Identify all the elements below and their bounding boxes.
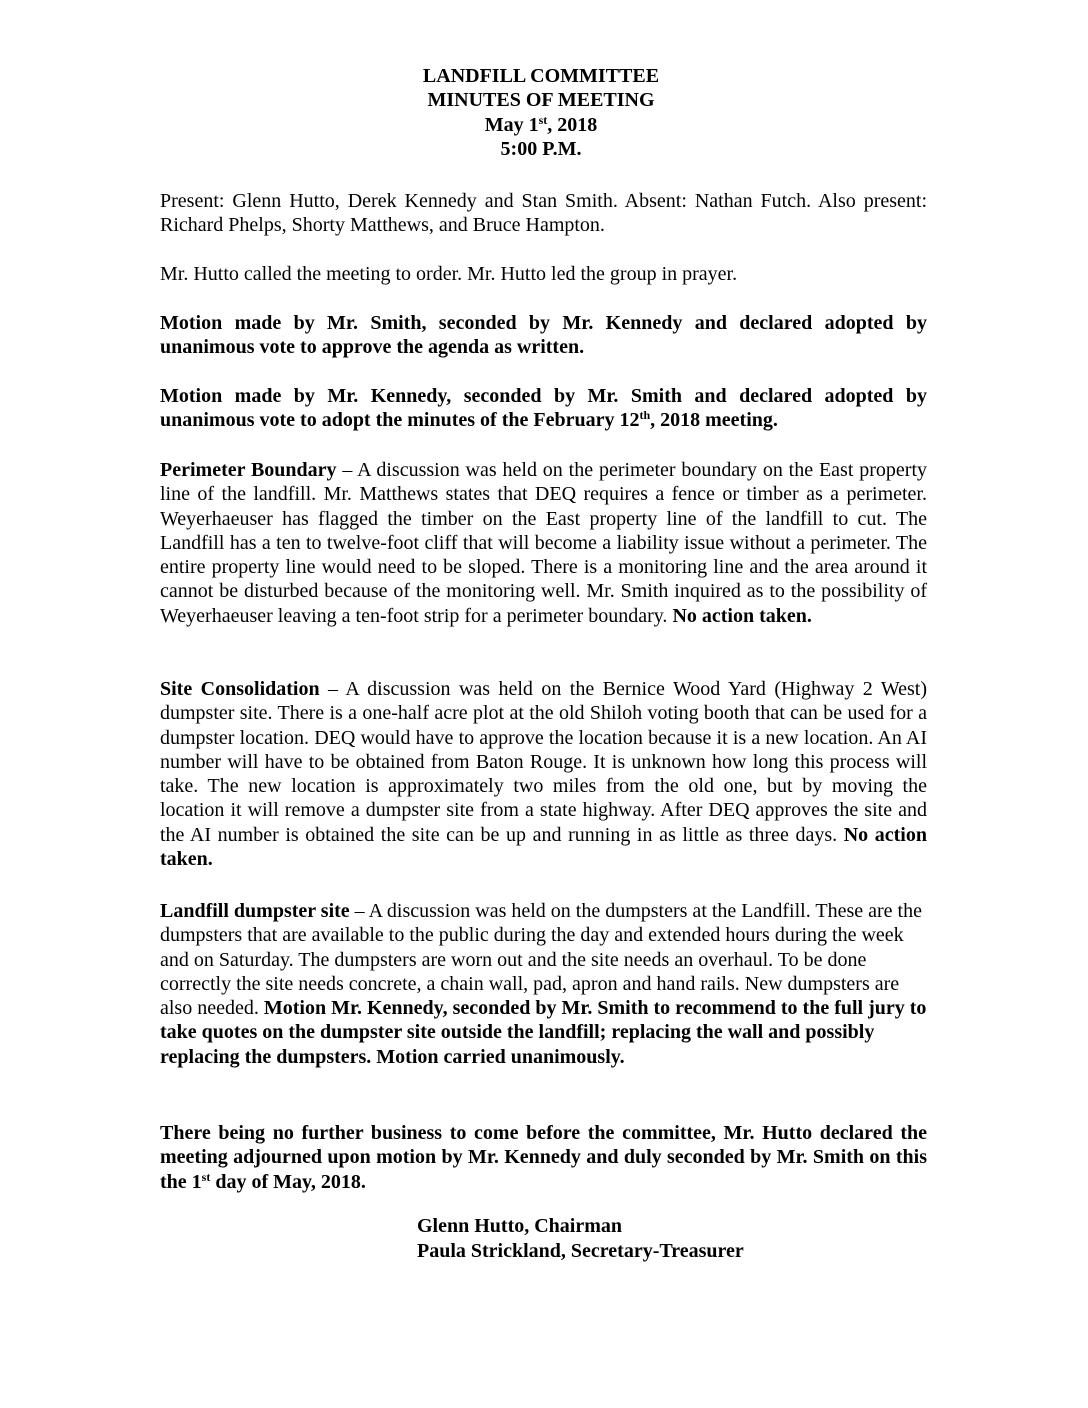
- site-consolidation-heading: Site Consolidation: [160, 678, 320, 700]
- perimeter-paragraph: [160, 458, 927, 628]
- site-consolidation-action: No action taken.: [160, 823, 927, 871]
- adjournment-paragraph: [160, 1121, 927, 1194]
- agenda-motion-block: [160, 311, 927, 360]
- dumpster-site-section: [160, 899, 927, 1069]
- attendance-paragraph: Present: Glenn Hutto, Derek Kennedy and Stan Smith. Absent: Nathan Futch. Also present: Richard Phelps, Shorty Matthews, and Bruce Hampton.: [160, 190, 927, 237]
- site-consolidation-paragraph: [160, 677, 927, 871]
- opening-paragraph: Mr. Hutto called the meeting to order. Mr. Hutto led the group in prayer.: [160, 263, 738, 285]
- document-header: [0, 64, 1088, 161]
- signature-block: [417, 1214, 744, 1264]
- minutes-motion-paragraph: [160, 384, 927, 433]
- committee-title: LANDFILL COMMITTEE: [422, 65, 660, 87]
- minutes-motion-end: , 2018 meeting.: [650, 409, 778, 432]
- perimeter-action: No action taken.: [672, 604, 812, 627]
- adjournment-end: day of May, 2018.: [210, 1170, 366, 1193]
- dumpster-site-paragraph: [160, 899, 927, 1069]
- dumpster-site-text: – A discussion was held on the dumpsters at the Landfill. These are the dumpsters that are available to the public during the day and extended hours during the week and on Saturday. The dumpsters are worn out and the site needs an overhaul. To be done correctly the site needs concrete, a chain wall, pad, apron and hand rails. New dumpsters are also needed.: [160, 900, 922, 1020]
- perimeter-section: [160, 458, 927, 628]
- adjournment-section: [160, 1121, 927, 1194]
- adjournment-text: There being no further business to come before the committee, Mr. Hutto declared the meeting adjourned upon motion by Mr. Kennedy and duly seconded by Mr. Smith on this the 1: [160, 1122, 927, 1193]
- minutes-motion-block: [160, 384, 927, 433]
- secretary-signature: Paula Strickland, Secretary-Treasurer: [417, 1240, 744, 1262]
- minutes-title: MINUTES OF MEETING: [427, 89, 655, 112]
- meeting-date-ordinal: st: [538, 112, 548, 127]
- agenda-motion-paragraph: Motion made by Mr. Smith, seconded by Mr. Kennedy and declared adopted by unanimous vote to approve the agenda as written.: [160, 312, 927, 359]
- minutes-motion-ordinal: th: [639, 408, 651, 423]
- perimeter-heading: Perimeter Boundary: [160, 459, 337, 481]
- site-consolidation-text: – A discussion was held on the Bernice Wood Yard (Highway 2 West) dumpster site. There is a one-half acre plot at the old Shiloh voting booth that can be used for a dumpster location. DEQ would have to approve the location because it is a new location. An AI number will have to be obtained from Baton Rouge. It is unknown how long this process will take. The new location is approximately two miles from the old one, but by moving the location it will remove a dumpster site from a state highway. After DEQ approves the site and the AI number is obtained the site can be up and running in as little as three days.: [160, 678, 927, 846]
- perimeter-text: – A discussion was held on the perimeter boundary on the East property line of the landfill. Mr. Matthews states that DEQ requires a fence or timber as a perimeter. Weyerhaeuser has flagged the timber on the East property line of the landfill to cut. The Landfill has a ten to twelve-foot cliff that will become a liability issue without a perimeter. The entire property line would need to be sloped. There is a monitoring line and the area around it cannot be disturbed because of the monitoring well. Mr. Smith inquired as to the possibility of Weyerhaeuser leaving a ten-foot strip for a perimeter boundary.: [160, 459, 928, 627]
- dumpster-site-motion: Motion Mr. Kennedy, seconded by Mr. Smith to recommend to the full jury to take quotes on the dumpster site outside the landfill; replacing the wall and possibly replacing the dumpsters. Motion carried unanimously.: [160, 997, 927, 1068]
- opening-block: [160, 262, 927, 286]
- meeting-date-prefix: May 1: [484, 113, 539, 136]
- attendance-block: [160, 189, 927, 238]
- dumpster-site-heading: Landfill dumpster site: [160, 900, 350, 922]
- meeting-date: [0, 113, 1088, 137]
- meeting-date-year: , 2018: [547, 113, 598, 136]
- meeting-time: 5:00 P.M.: [500, 137, 582, 160]
- minutes-motion-text: Motion made by Mr. Kennedy, seconded by Mr. Smith and declared adopted by unanimous vote to adopt the minutes of the February 12: [160, 385, 927, 432]
- site-consolidation-section: [160, 677, 927, 871]
- adjournment-ordinal: st: [201, 1169, 211, 1184]
- chairman-signature: Glenn Hutto, Chairman: [417, 1215, 623, 1237]
